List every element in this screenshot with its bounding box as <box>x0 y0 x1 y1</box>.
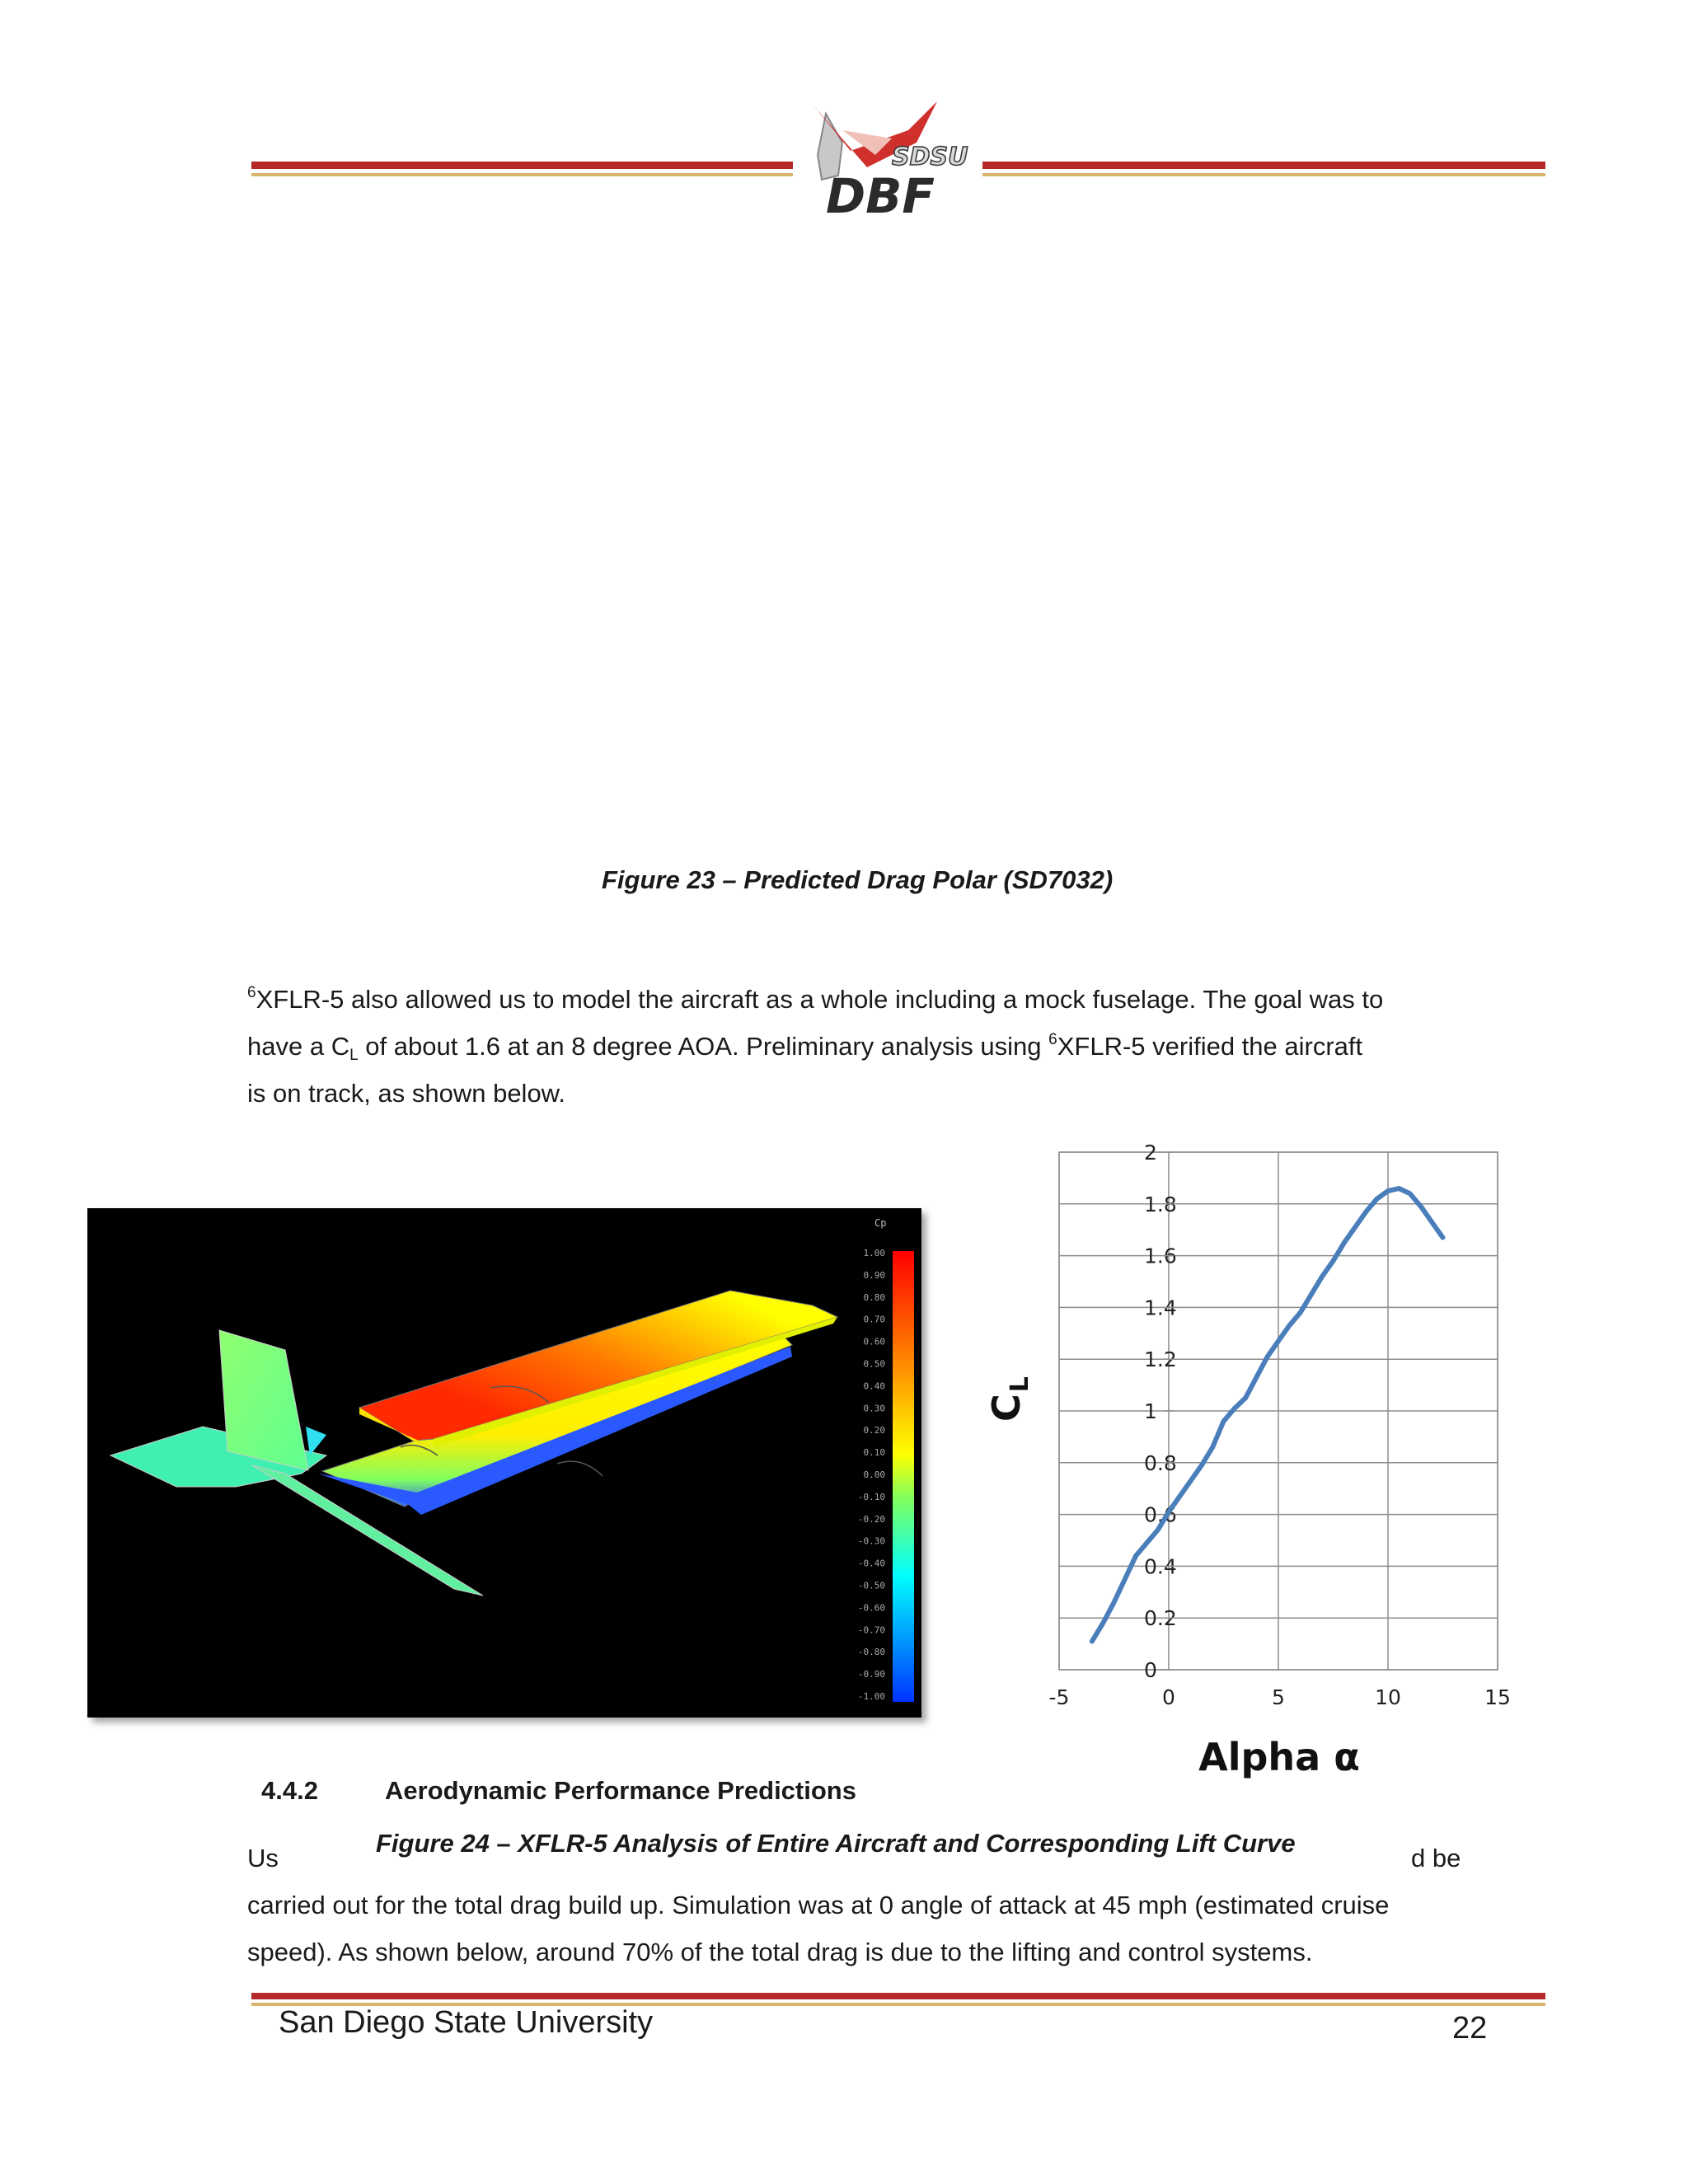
cp-legend-label: -0.10 <box>857 1491 885 1502</box>
xflr5-aircraft-render <box>87 1208 921 1718</box>
x-tick-label: -5 <box>1048 1685 1070 1709</box>
paragraph-2-line-2: carried out for the total drag build up. Simulation was at 0 angle of attack at 45 mph (estimated cruise <box>247 1891 1390 1919</box>
paragraph-2-line-1-left: Us <box>247 1844 279 1872</box>
cp-legend-label: 0.00 <box>863 1469 885 1480</box>
cp-legend-labels <box>858 1248 885 1702</box>
vertical-fin <box>219 1330 308 1470</box>
footnote-ref: 6 <box>247 984 256 1001</box>
y-axis-label: $C_L$ <box>984 1376 1034 1422</box>
aircraft-pressure-plot <box>87 1208 921 1718</box>
y-tick-label: 0.4 <box>1144 1554 1177 1579</box>
cp-legend-label: 1.00 <box>863 1248 885 1258</box>
x-tick-label: 0 <box>1162 1685 1175 1709</box>
y-tick-label: 0 <box>1144 1658 1157 1682</box>
cp-legend-label: -0.70 <box>857 1624 885 1636</box>
y-tick-label: 2 <box>1144 1141 1157 1165</box>
cp-legend-label: -0.50 <box>857 1580 885 1591</box>
cp-legend-label: -0.30 <box>857 1535 885 1547</box>
sdsu-dbf-logo <box>793 97 982 221</box>
logo-text-sdsu: SDSU <box>892 143 968 171</box>
cp-legend-label: 0.60 <box>863 1336 885 1347</box>
y-tick-label: 0.8 <box>1144 1451 1177 1475</box>
y-tick-label: 0.2 <box>1144 1606 1177 1631</box>
cp-legend-label: -0.60 <box>857 1602 885 1614</box>
cp-legend-label: 0.70 <box>863 1314 885 1325</box>
x-tick-labels <box>1049 1685 1511 1709</box>
y-tick-label: 1.4 <box>1144 1296 1177 1320</box>
cp-legend-label: 0.50 <box>863 1358 885 1370</box>
figure-24-caption: Figure 24 – XFLR-5 Analysis of Entire Aircraft and Corresponding Lift Curve <box>371 1829 1301 1858</box>
chart-gridlines <box>1059 1152 1498 1670</box>
x-tick-label: 5 <box>1272 1685 1285 1709</box>
x-tick-label: 15 <box>1484 1685 1511 1709</box>
section-number: 4.4.2 <box>261 1776 318 1805</box>
cp-legend-label: -0.90 <box>857 1669 885 1680</box>
cp-legend-label: 0.20 <box>863 1425 885 1436</box>
paragraph-1-line-3: is on track, as shown below. <box>247 1079 565 1108</box>
x-axis-label: Alpha α <box>1198 1735 1360 1779</box>
y-tick-label: 1.6 <box>1144 1244 1177 1268</box>
figure-23-caption: Figure 23 – Predicted Drag Polar (SD7032) <box>602 865 1114 894</box>
section-title: Aerodynamic Performance Predictions <box>385 1776 856 1805</box>
paragraph-2-line-3: speed). As shown below, around 70% of the total drag is due to the lifting and control systems. <box>247 1938 1313 1966</box>
y-tick-label: 1.8 <box>1144 1192 1177 1216</box>
footnote-ref: 6 <box>1048 1031 1057 1048</box>
cp-legend-label: -1.00 <box>857 1691 885 1702</box>
y-tick-label: 1 <box>1144 1399 1157 1423</box>
paragraph-1-line-1: $^6$XFLR-5 also allowed us to model the aircraft as a whole including a mock fuselage. The goal was to <box>247 984 1384 1014</box>
x-tick-label: 10 <box>1375 1685 1401 1709</box>
cp-legend-title: Cp <box>874 1217 887 1229</box>
footer-university: San Diego State University <box>279 2005 654 2040</box>
cp-legend-label: -0.20 <box>857 1513 885 1525</box>
page-number: 22 <box>1452 2011 1488 2046</box>
cp-legend-label: 0.10 <box>863 1447 885 1459</box>
y-tick-label: 0.6 <box>1144 1502 1177 1527</box>
lift-curve-chart <box>956 1121 1533 1797</box>
cp-legend-label: 0.80 <box>863 1291 885 1303</box>
cp-legend-label: 0.30 <box>863 1403 885 1414</box>
cp-legend-label: 0.90 <box>863 1269 885 1281</box>
paragraph-1-line-2: have a $C_L$ of about 1.6 at an 8 degree AOA. Preliminary analysis using $^6$XFLR-5 verified the aircraft <box>247 1031 1363 1064</box>
logo-text-dbf: DBF <box>826 168 935 221</box>
cp-legend-label: -0.80 <box>857 1647 885 1658</box>
footer-rule-red <box>251 1993 1545 1999</box>
cp-legend-label: 0.40 <box>863 1380 885 1392</box>
y-tick-label: 1.2 <box>1144 1347 1177 1372</box>
cp-legend-label: -0.40 <box>857 1558 885 1569</box>
paragraph-2-line-1-right: d be <box>1411 1844 1461 1872</box>
cp-color-scale <box>893 1251 914 1702</box>
